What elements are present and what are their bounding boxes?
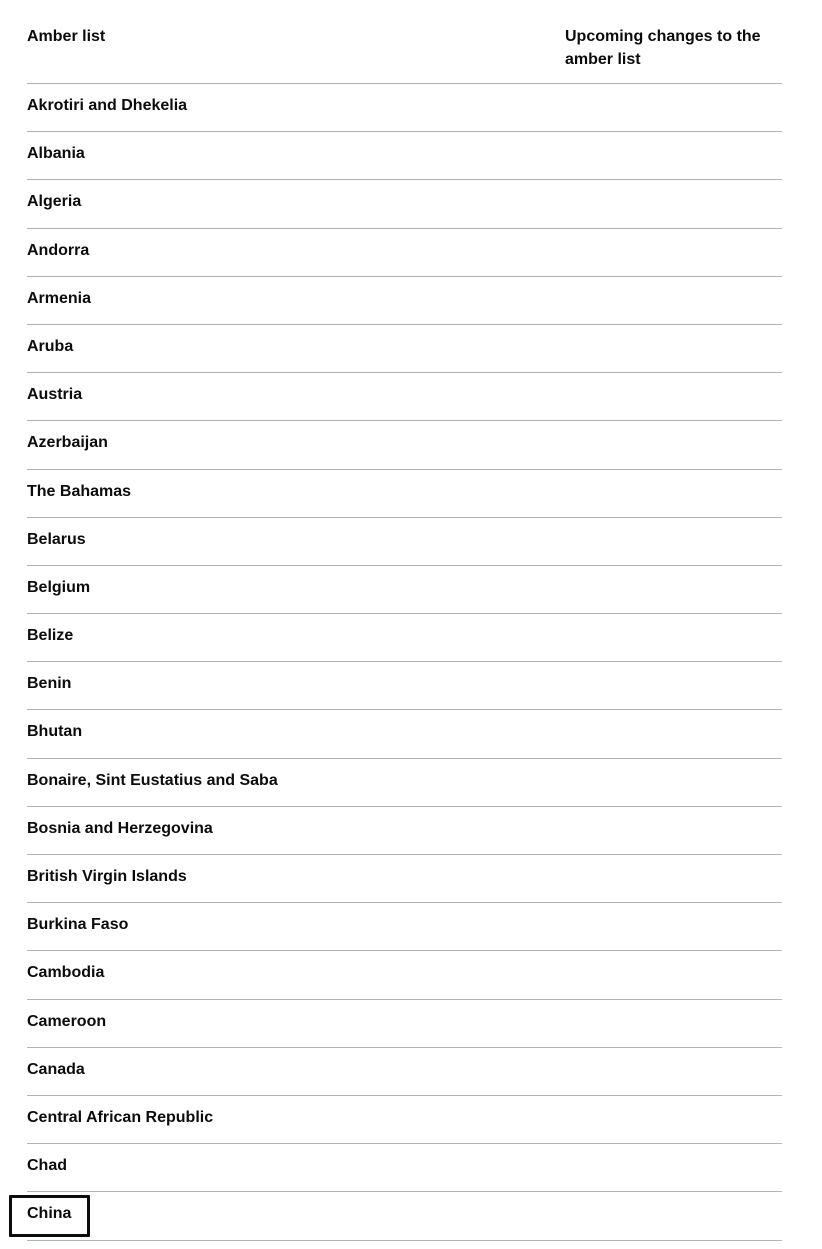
table-row <box>27 759 782 807</box>
table-row <box>27 951 782 999</box>
country-name: China <box>27 1205 72 1223</box>
upcoming-changes-column-header: Upcoming changes to the amber list <box>565 28 761 68</box>
country-name: Benin <box>27 675 72 693</box>
table-row <box>27 1096 782 1144</box>
table-row <box>27 84 782 132</box>
country-name: Akrotiri and Dhekelia <box>27 97 188 114</box>
country-name: Azerbaijan <box>27 434 108 452</box>
country-name: Albania <box>27 145 85 163</box>
table-row <box>27 180 782 228</box>
table-row <box>27 807 782 855</box>
table-row <box>27 229 782 277</box>
country-name: Chad <box>27 1157 67 1175</box>
country-name: Cambodia <box>27 964 105 982</box>
table-row <box>27 855 782 903</box>
country-name: Bhutan <box>27 723 83 741</box>
country-name: Canada <box>27 1060 85 1078</box>
table-row <box>27 470 782 518</box>
country-name: Belize <box>27 627 74 645</box>
table-row <box>27 132 782 180</box>
table-header-row <box>27 0 782 84</box>
country-name: Aruba <box>27 337 74 355</box>
country-name: The Bahamas <box>27 482 132 500</box>
amber-list-table <box>27 0 782 1241</box>
country-name: Bosnia and Herzegovina <box>27 819 213 837</box>
country-name: Burkina Faso <box>27 916 129 934</box>
table-row <box>27 903 782 951</box>
country-name: British Virgin Islands <box>27 868 187 885</box>
country-name: Cameroon <box>27 1012 107 1030</box>
country-name: Algeria <box>27 193 82 211</box>
table-row <box>27 614 782 662</box>
table-row-focused[interactable] <box>27 1192 782 1240</box>
country-name: Central African Republic <box>27 1108 214 1126</box>
table-row <box>27 1048 782 1096</box>
table-row <box>27 421 782 469</box>
table-row <box>27 710 782 758</box>
country-name: Bonaire, Sint Eustatius and Saba <box>27 771 278 789</box>
country-name: Armenia <box>27 289 92 307</box>
table-row <box>27 1144 782 1192</box>
table-row <box>27 518 782 566</box>
country-name: Belgium <box>27 578 91 596</box>
table-row <box>27 325 782 373</box>
table-row <box>27 373 782 421</box>
country-name-focused[interactable] <box>27 1192 565 1224</box>
country-name: Belarus <box>27 530 86 548</box>
table-row <box>27 566 782 614</box>
amber-list-column-header: Amber list <box>27 28 106 45</box>
country-name: Andorra <box>27 241 90 259</box>
table-row <box>27 662 782 710</box>
table-row <box>27 277 782 325</box>
country-name: Austria <box>27 386 83 404</box>
table-row <box>27 1000 782 1048</box>
